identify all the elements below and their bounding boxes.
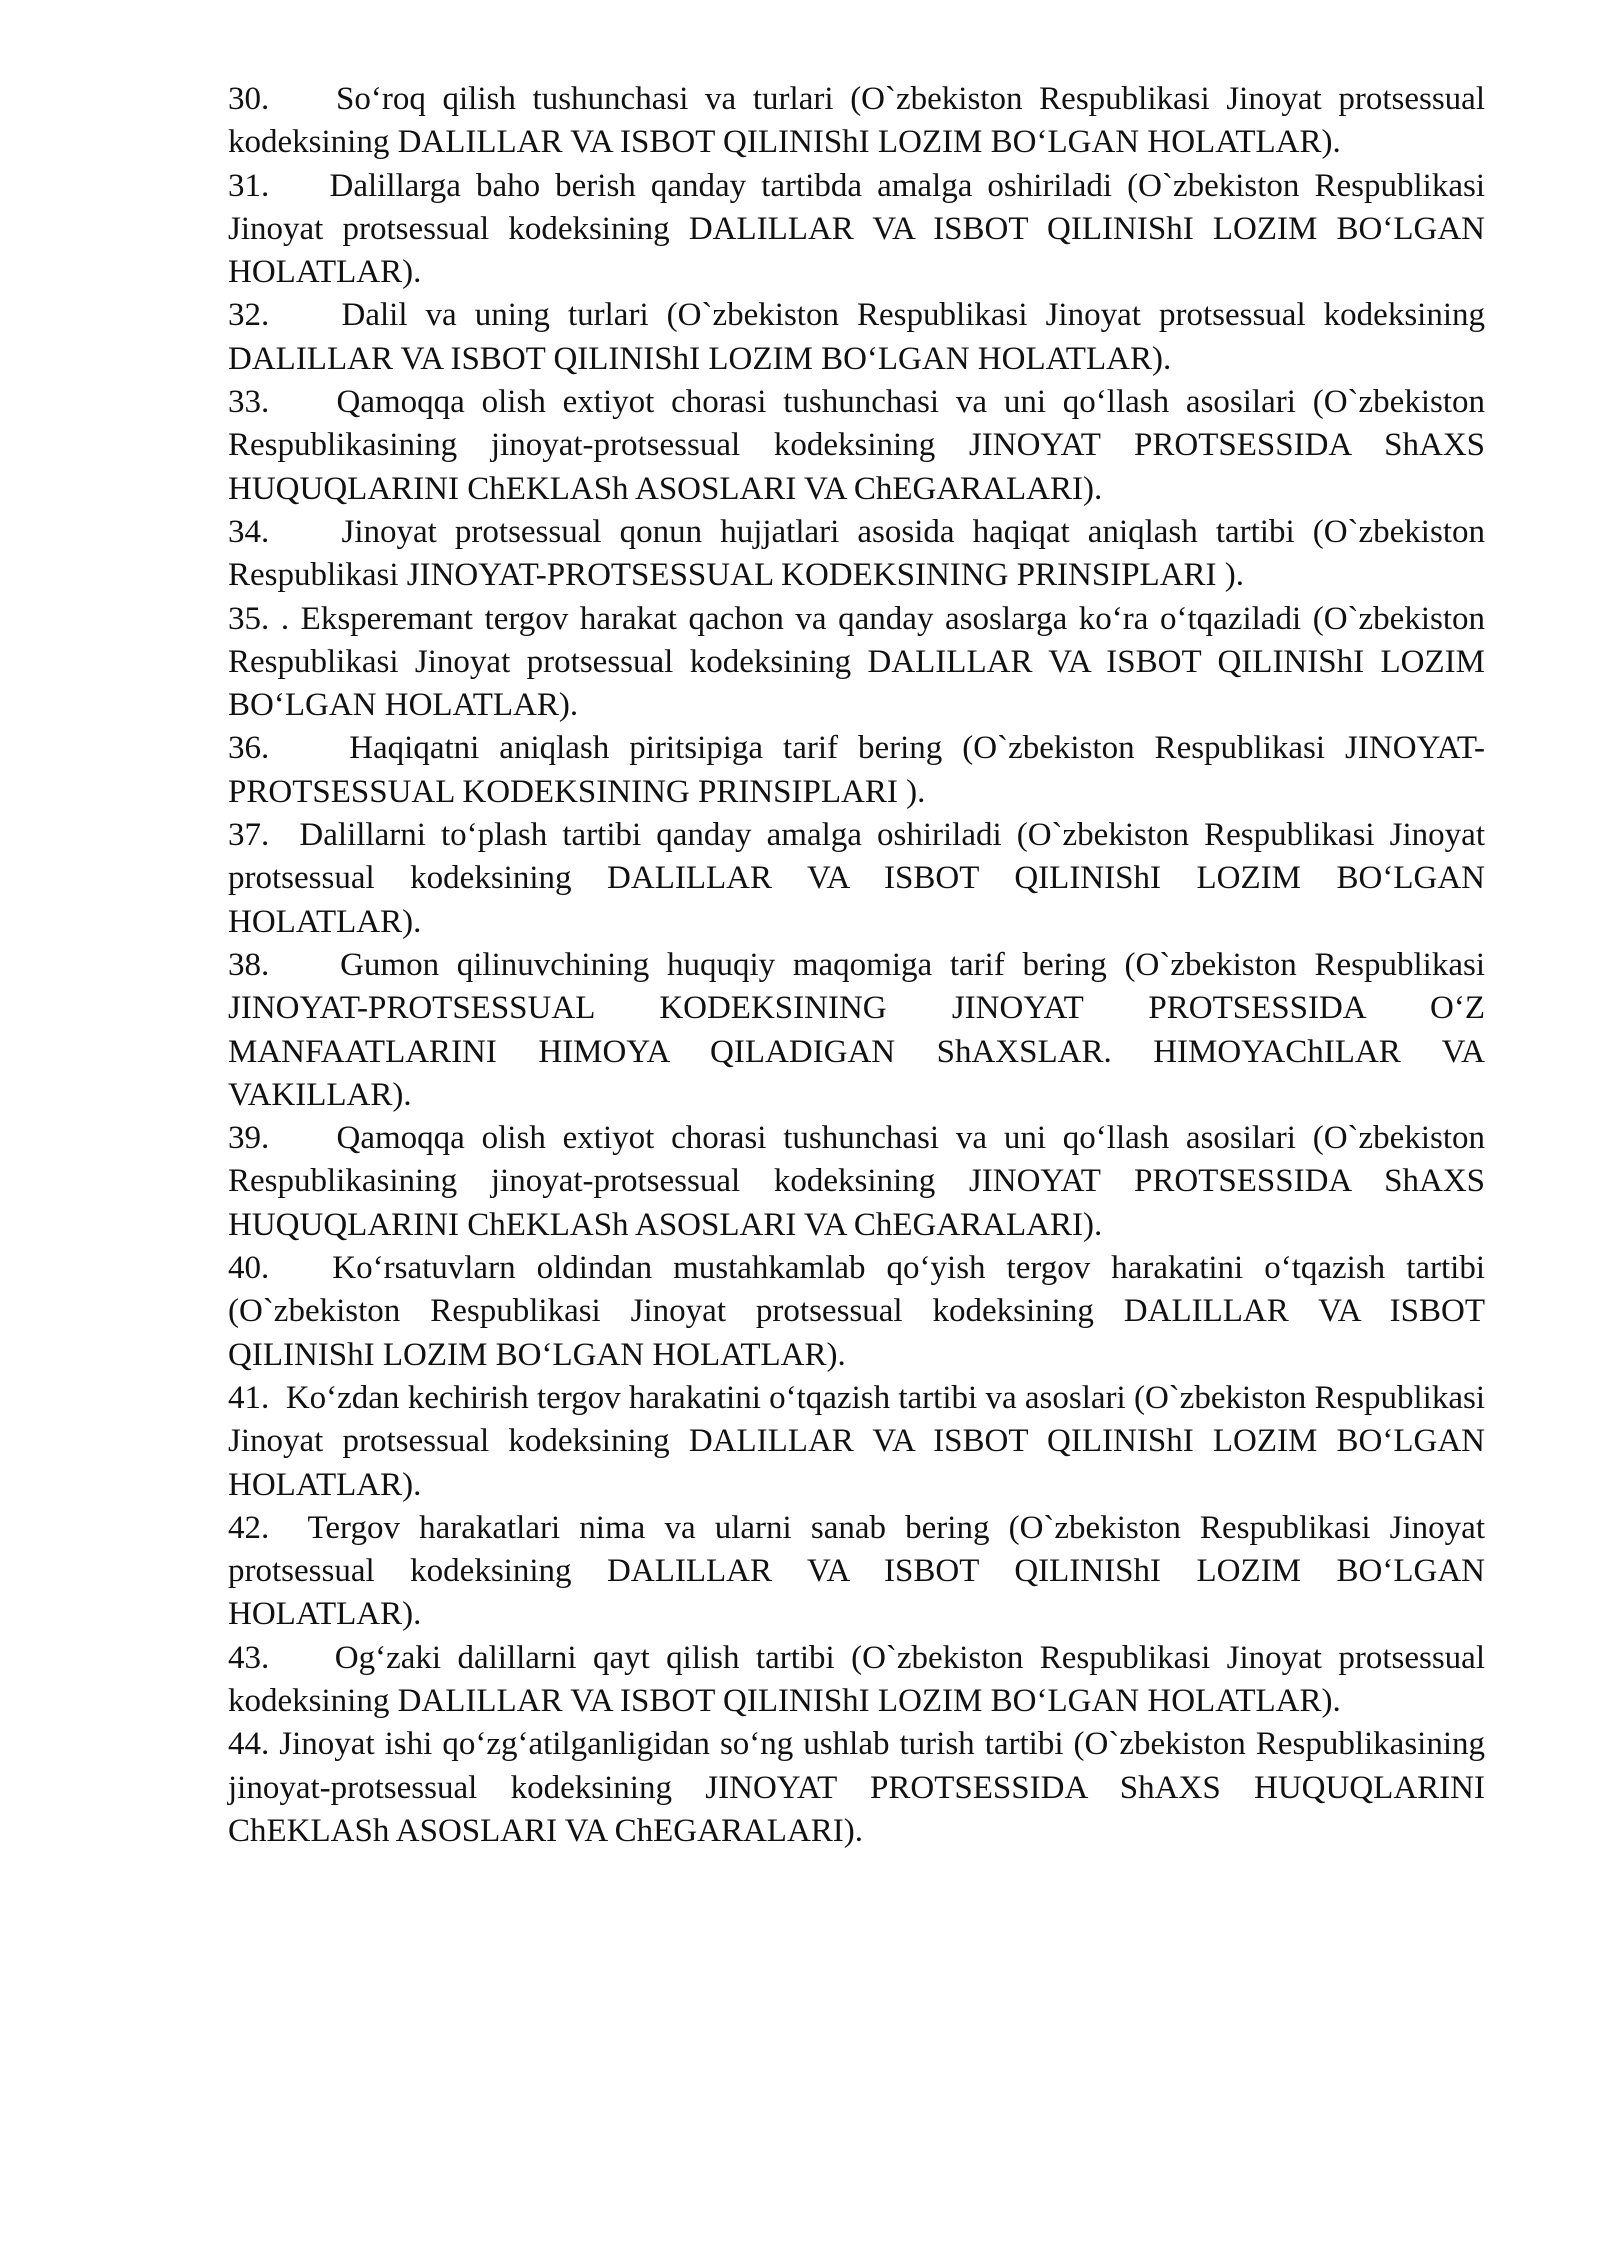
item-number: 43. [228,1639,270,1676]
item-text: Qamoqqa olish extiyot chorasi tushunchasi va uni qo‘llash asosilari (O`zbekiston Respublikasining jinoyat-protsessual kodeksining JINOYAT PROTSESSIDA ShAXS HUQUQLARINI ChEKLASh ASOSLARI VA ChEGARALARI). [228,1120,1486,1243]
item-text: Ko‘rsatuvlarn oldindan mustahkamlab qo‘yish tergov harakatini o‘tqazish tartibi (O`zbekiston Respublikasi Jinoyat protsessual kodeksining DALILLAR VA ISBOT QILINIShI LOZIM BO‘LGAN HOLATLAR). [228,1250,1486,1373]
item-text: Qamoqqa olish extiyot chorasi tushunchasi va uni qo‘llash asosilari (O`zbekiston Respublikasining jinoyat-protsessual kodeksining JINOYAT PROTSESSIDA ShAXS HUQUQLARINI ChEKLASh ASOSLARI VA ChEGARALARI). [228,384,1486,507]
item-text: Jinoyat ishi qo‘zg‘atilganligidan so‘ng ushlab turish tartibi (O`zbekiston Respublikasining jinoyat-protsessual kodeksining JINOYAT PROTSESSIDA ShAXS HUQUQLARINI ChEKLASh ASOSLARI VA ChEGARALARI). [228,1726,1485,1849]
item-number: 32. [228,297,270,334]
item-number: 38. [228,946,270,983]
item-number: 39. [228,1120,270,1157]
item-text: Tergov harakatlari nima va ularni sanab bering (O`zbekiston Respublikasi Jinoyat protsessual kodeksining DALILLAR VA ISBOT QILINIShI LOZIM BO‘LGAN HOLATLAR). [228,1509,1485,1633]
item-number: 30. [228,81,270,117]
list-item-35 [228,598,1485,728]
list-item-36 [228,727,1485,814]
item-text: Og‘zaki dalillarni qayt qilish tartibi (O`zbekiston Respublikasi Jinoyat protsessual kodeksining DALILLAR VA ISBOT QILINIShI LOZIM BO‘LGAN HOLATLAR). [228,1639,1486,1719]
item-text: Dalillarni to‘plash tartibi qanday amalga oshiriladi (O`zbekiston Respublikasi Jinoyat protsessual kodeksining DALILLAR VA ISBOT QILINIShI LOZIM BO‘LGAN HOLATLAR). [228,817,1485,940]
list-item-40 [228,1247,1485,1377]
list-item-39 [228,1117,1485,1247]
item-number: 33. [228,384,270,421]
item-number: 31. [228,167,270,204]
list-item-38 [228,944,1485,1117]
list-item-34 [228,511,1485,598]
item-text: Ko‘zdan kechirish tergov harakatini o‘tqazish tartibi va asoslari (O`zbekiston Respublikasi Jinoyat protsessual kodeksining DALILLAR VA ISBOT QILINIShI LOZIM BO‘LGAN HOLATLAR). [228,1379,1486,1503]
list-item-44 [228,1723,1485,1853]
list-item-42 [228,1507,1485,1637]
item-text: Gumon qilinuvchining huquqiy maqomiga tarif bering (O`zbekiston Respublikasi JINOYAT-PROTSESSUAL KODEKSINING JINOYAT PROTSESSIDA O‘Z MANFAATLARINI HIMOYA QILADIGAN ShAXSLAR. HIMOYAChILAR VA VAKILLAR). [228,946,1485,1113]
item-text: . Eksperemant tergov harakat qachon va qanday asoslarga ko‘ra o‘tqaziladi (O`zbekiston Respublikasi Jinoyat protsessual kodeksining DALILLAR VA ISBOT QILINIShI LOZIM BO‘LGAN HOLATLAR). [228,600,1485,724]
item-number: 36. [228,730,270,767]
list-item-43 [228,1637,1485,1724]
document-page [228,78,1485,1853]
item-number: 41. [228,1379,270,1416]
item-number: 42. [228,1509,270,1546]
list-item-41 [228,1377,1485,1507]
item-number: 44. [228,1726,270,1763]
item-number: 35. [228,600,270,637]
item-text: So‘roq qilish tushunchasi va turlari (O`zbekiston Respublikasi Jinoyat protsessual kodeksining DALILLAR VA ISBOT QILINIShI LOZIM BO‘LGAN HOLATLAR). [228,81,1486,161]
item-text: Dalil va uning turlari (O`zbekiston Respublikasi Jinoyat protsessual kodeksining DALILLAR VA ISBOT QILINIShI LOZIM BO‘LGAN HOLATLAR). [228,297,1485,377]
item-number: 40. [228,1250,270,1287]
list-item-32 [228,294,1485,381]
list-item-31 [228,165,1485,295]
list-item-33 [228,381,1485,511]
list-item-37 [228,814,1485,944]
item-text: Haqiqatni aniqlash piritsipiga tarif bering (O`zbekiston Respublikasi JINOYAT-PROTSESSUAL KODEKSINING PRINSIPLARI ). [228,730,1485,810]
item-text: Dalillarga baho berish qanday tartibda amalga oshiriladi (O`zbekiston Respublikasi Jinoyat protsessual kodeksining DALILLAR VA ISBOT QILINIShI LOZIM BO‘LGAN HOLATLAR). [228,167,1485,291]
item-number: 37. [228,817,270,854]
item-text: Jinoyat protsessual qonun hujjatlari asosida haqiqat aniqlash tartibi (O`zbekiston Respublikasi JINOYAT-PROTSESSUAL KODEKSINING PRINSIPLARI ). [228,513,1485,594]
item-number: 34. [228,513,270,550]
list-item-30 [228,78,1485,165]
